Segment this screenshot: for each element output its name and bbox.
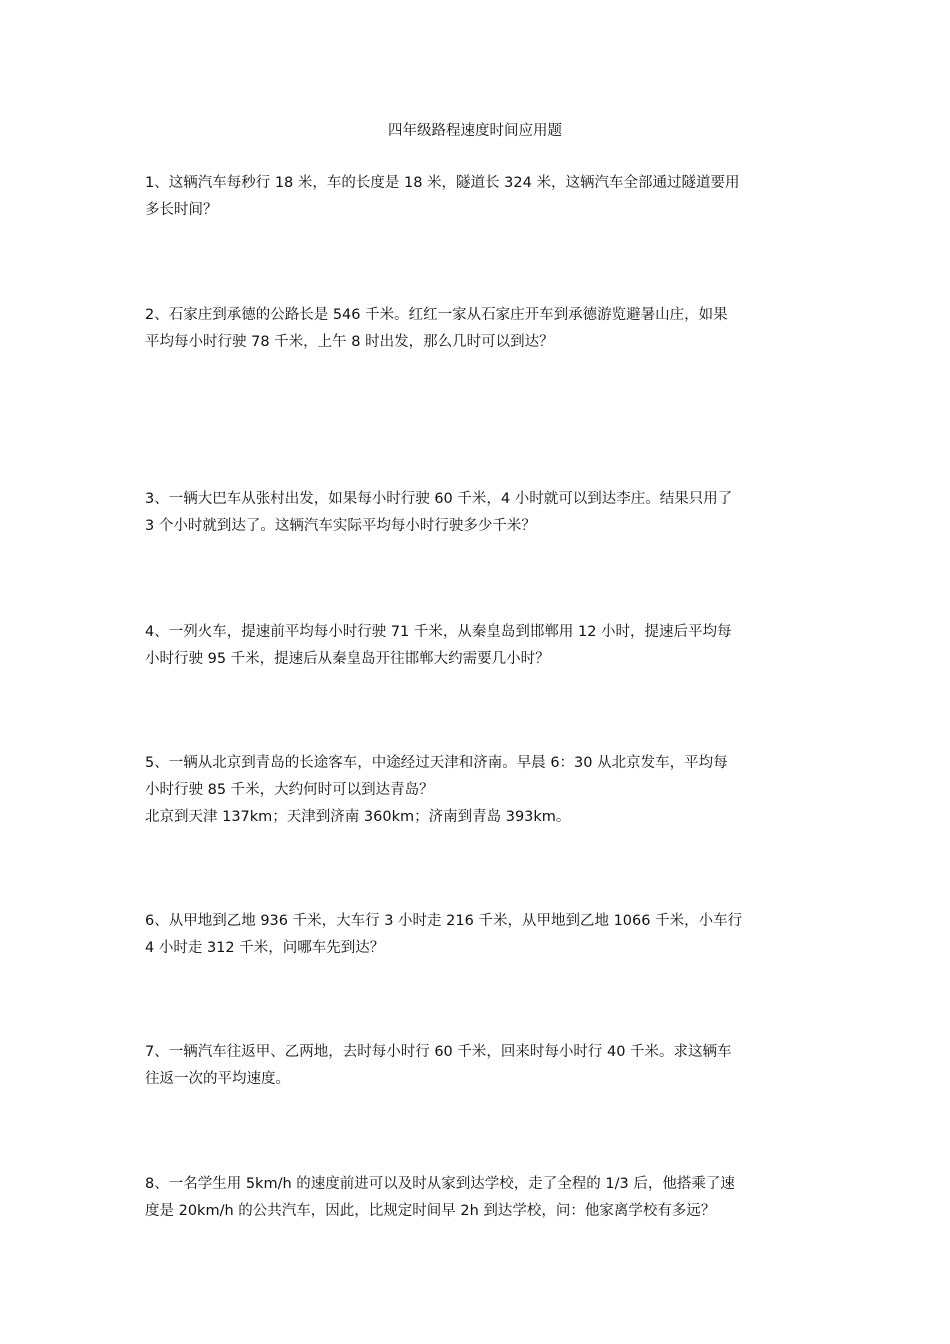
problem-line: 8、一名学生用 5km/h 的速度前进可以及时从家到达学校，走了全程的 1/3 后，他搭乘了速 <box>145 1176 735 1192</box>
problem-1 <box>145 170 815 224</box>
problem-line: 1、这辆汽车每秒行 18 米，车的长度是 18 米，隧道长 324 米，这辆汽车全部通过隧道要用 <box>145 175 740 191</box>
problem-7 <box>145 1039 815 1093</box>
problem-line: 3、一辆大巴车从张村出发，如果每小时行驶 60 千米，4 小时就可以到达李庄。结果只用了 <box>145 491 733 507</box>
problem-line: 7、一辆汽车往返甲、乙两地，去时每小时行 60 千米，回来时每小时行 40 千米。求这辆车 <box>145 1044 732 1060</box>
problem-line: 4、一列火车，提速前平均每小时行驶 71 千米，从秦皇岛到邯郸用 12 小时，提速后平均每 <box>145 624 732 640</box>
problem-line: 小时行驶 95 千米，提速后从秦皇岛开往邯郸大约需要几小时？ <box>145 651 550 667</box>
problem-line: 度是 20km/h 的公共汽车，因此，比规定时间早 2h 到达学校，问：他家离学校有多远？ <box>145 1203 716 1219</box>
problem-line: 往返一次的平均速度。 <box>145 1071 290 1087</box>
problem-line: 2、石家庄到承德的公路长是 546 千米。红红一家从石家庄开车到承德游览避暑山庄，如果 <box>145 307 728 323</box>
problem-line: 多长时间？ <box>145 202 218 218</box>
problem-line: 平均每小时行驶 78 千米，上午 8 时出发，那么几时可以到达？ <box>145 334 554 350</box>
problem-3 <box>145 486 815 540</box>
problem-2 <box>145 302 815 356</box>
problem-line: 3 个小时就到达了。这辆汽车实际平均每小时行驶多少千米？ <box>145 518 536 534</box>
problem-5 <box>145 750 815 831</box>
document-title: 四年级路程速度时间应用题 <box>388 123 562 139</box>
problem-line: 北京到天津 137km；天津到济南 360km；济南到青岛 393km。 <box>145 809 571 825</box>
problem-8 <box>145 1171 815 1225</box>
problem-4 <box>145 619 815 673</box>
problem-line: 5、一辆从北京到青岛的长途客车，中途经过天津和济南。早晨 6：30 从北京发车，平均每 <box>145 755 728 771</box>
problem-6 <box>145 908 815 962</box>
problem-line: 小时行驶 85 千米，大约何时可以到达青岛？ <box>145 782 434 798</box>
problem-line: 4 小时走 312 千米，问哪车先到达？ <box>145 940 385 956</box>
problem-line: 6、从甲地到乙地 936 千米，大车行 3 小时走 216 千米，从甲地到乙地 1066 千米，小车行 <box>145 913 743 929</box>
